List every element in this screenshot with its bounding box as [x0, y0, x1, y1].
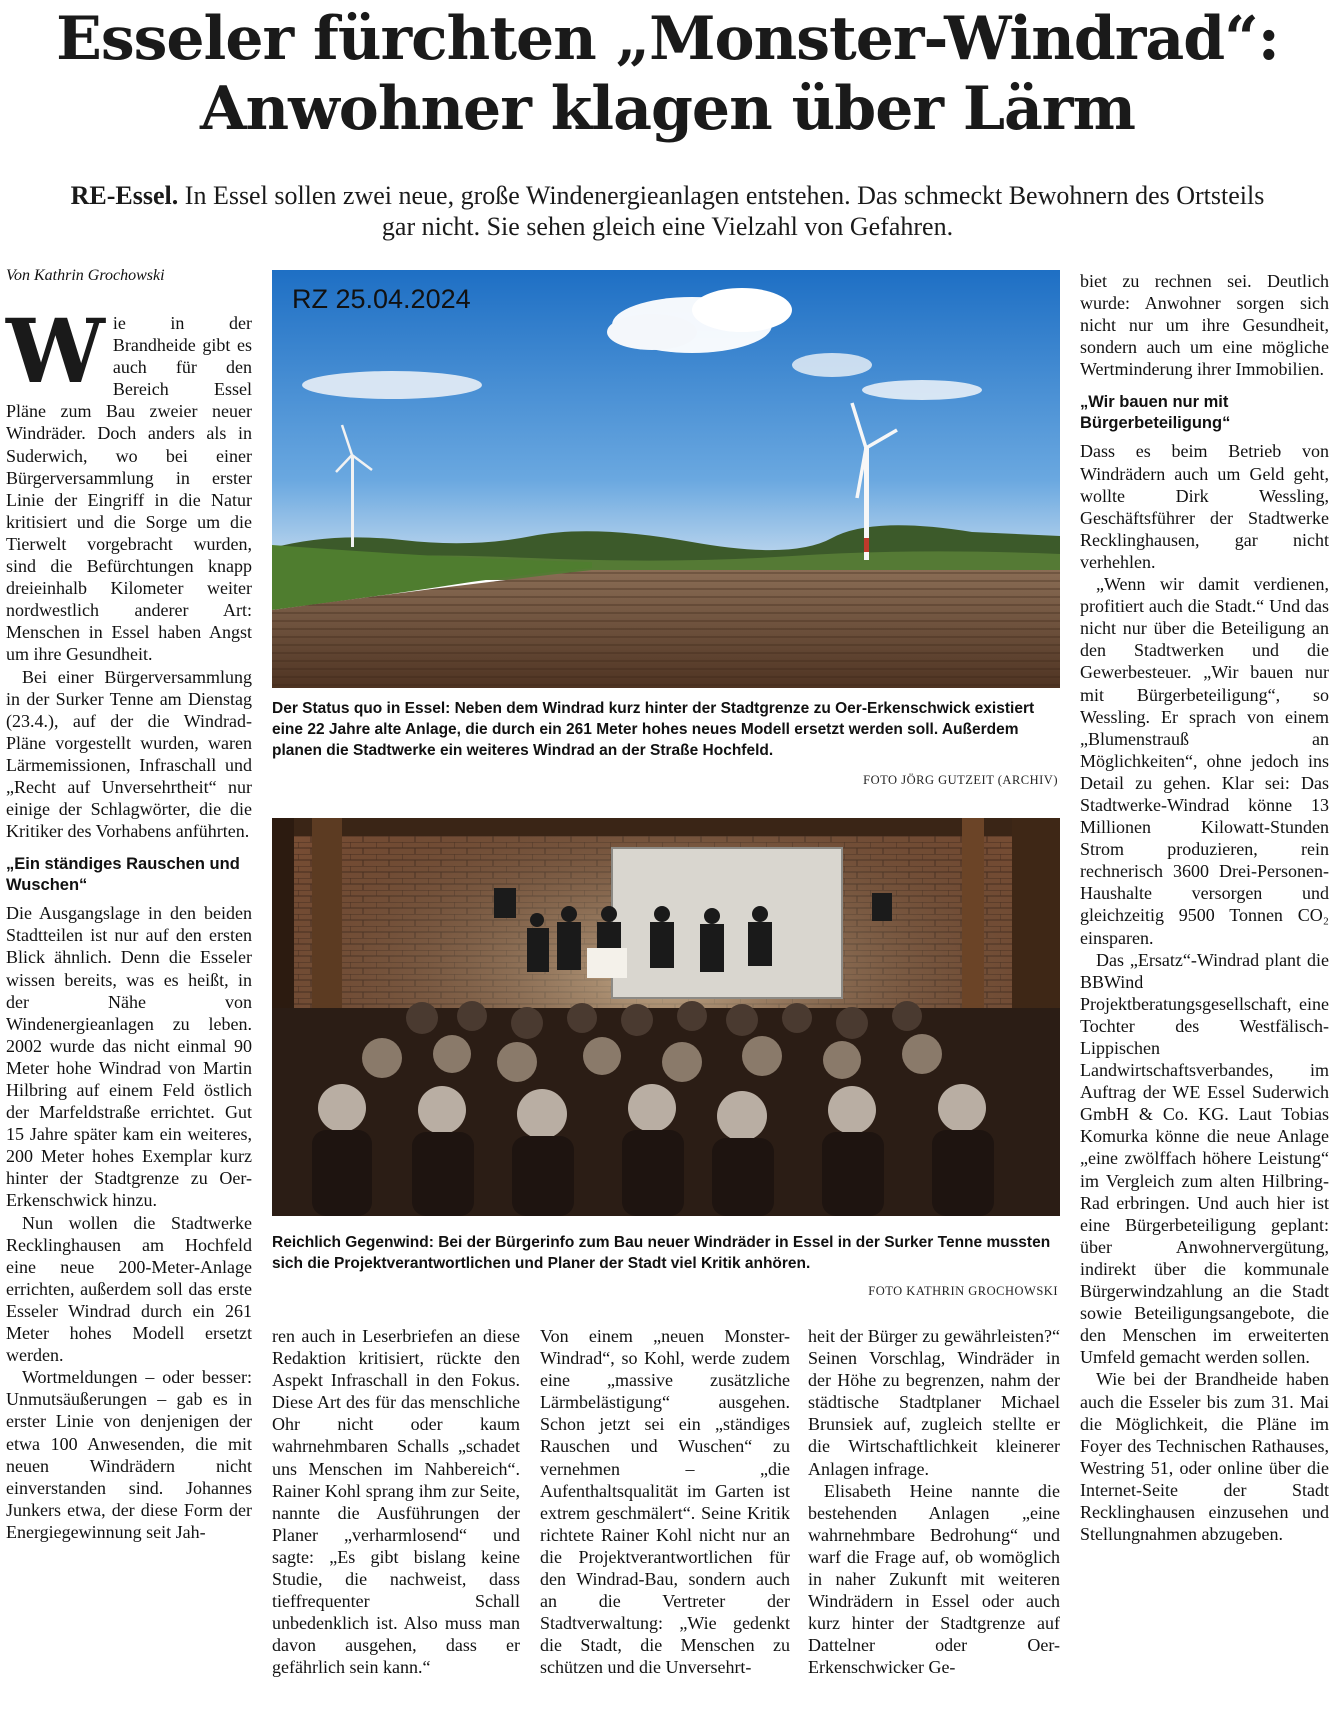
subheading: „Wir bauen nur mit Bürgerbeteiligung“: [1080, 393, 1231, 433]
headline-line-1: Esseler fürchten „Monster-Windrad“:: [56, 4, 1279, 74]
paragraph-intro: Wie in der Brandheide gibt es auch für den Bereich Essel Pläne zum Bau zweier neuer Windräder. Doch anders als in Suderwich, wo bei einer Bürgerversammlung in erster Linie der Eingriff in die Natur kritisiert und die Sorge um die Tierwelt vorgebracht wurden, sind die Befürchtungen knapp dreieinhalb Kilometer weiter nordwestlich anderer Art: Menschen in Essel haben Angst um ihre Gesundheit.: [6, 299, 252, 665]
article-column-4: [808, 1325, 1060, 1679]
meeting-hall-image: [272, 818, 1060, 1216]
photo-citizens-meeting: [272, 818, 1060, 1216]
photo-1-caption: Der Status quo in Essel: Neben dem Windrad kurz hinter der Stadtgrenze zu Oer-Erkenschwick existiert eine 22 Jahre alte Anlage, die durch ein 261 Meter hohes neues Modell ersetzt werden soll. Außerdem planen die Stadtwerke ein weiteres Windrad an der Straße Hochfeld.: [272, 700, 1035, 759]
paragraph: Dass es beim Betrieb von Windrädern auch um Geld geht, wollte Dirk Wessling, Geschäftsführer der Stadtwerke Recklinghausen, gar nicht verhehlen.: [1080, 441, 1329, 572]
byline: Von Kathrin Grochowski: [6, 267, 165, 284]
paragraph: Von einem „neuen Monster-Windrad“, so Kohl, werde zudem eine „massive zusätzliche Lärmbelästigung“ ausgehen. Schon jetzt sei ein „ständiges Rauschen und Wuschen“ zu vernehmen – „die Aufenthaltsqualität im Garten ist extrem geschmälert“. Seine Kritik richtete Rainer Kohl nicht nur an die Projektverantwortlichen für den Windrad-Bau, sondern auch an die Vertreter der Stadtverwaltung: „Wie gedenkt die Stadt, die Menschen zu schützen und die Unversehrt-: [540, 1326, 790, 1678]
paragraph: Das „Ersatz“-Windrad plant die BBWind Projektberatungsgesellschaft, eine Tochter des Westfälisch-Lippischen Landwirtschaftsverbandes, im Auftrag der WE Essel Suderwich GmbH & Co. KG. Laut Tobias Komurka könne die neue Anlage „eine zwölffach höhere Leistung“ im Vergleich zum alten Hilbring-Rad erbringen. Und auch hier ist eine Bürgerbeteiligung geplant: über Anwohnervergütung, indirekt über die kommunale Bürgerwindzahlung an die Stadt sowie Beteiligungsangebote, die den Menschen im erweiterten Umfeld gemacht werden sollen.: [1080, 949, 1329, 1368]
article-column-5: [1080, 270, 1329, 1545]
paragraph: biet zu rechnen sei. Deutlich wurde: Anwohner sorgen sich nicht nur um ihre Gesundheit, sondern auch um eine mögliche Wertminderung ihrer Immobilien.: [1080, 271, 1329, 380]
wind-turbine-landscape-image: [272, 270, 1060, 688]
paragraph: ren auch in Leserbriefen an diese Redaktion kritisiert, rückte den Aspekt Infraschall in den Fokus. Diese Art des für das menschliche Ohr nicht oder kaum wahrnehmbaren Schalls „schadet uns Menschen im Nahbereich“. Rainer Kohl sprang ihm zur Seite, nannte die Ausführungen der Planer „verharmlosend“ und sagte: „Es gibt bislang keine Studie, die nachweist, dass tieffrequenter Schall unbedenklich ist. Also muss man davon ausgehen, dass er gefährlich sein kann.“: [272, 1326, 520, 1678]
article-column-2: [272, 1325, 520, 1679]
paragraph: Wortmeldungen – oder besser: Unmutsäußerungen – gab es in erster Linie von denjenigen der etwa 100 Anwesenden, die mit neuen Windrädern nicht einverstanden sind. Johannes Junkers etwa, der diese Form der Energiegewinnung seit Jah-: [6, 1367, 252, 1542]
article-column-1: [6, 299, 252, 1543]
paragraph: Wie bei der Brandheide haben auch die Esseler bis zum 31. Mai die Möglichkeit, die Pläne im Foyer des Technischen Rathauses, Westring 51, oder online über die Internet-Seite der Stadt Recklinghausen einzusehen und Stellungnahmen abzugeben.: [1080, 1369, 1329, 1545]
date-stamp: RZ 25.04.2024: [292, 284, 471, 314]
lead-dateline: RE-Essel.: [70, 181, 179, 210]
photo-2-credit: FOTO KATHRIN GROCHOWSKI: [868, 1284, 1058, 1298]
headline-line-2: Anwohner klagen über Lärm: [199, 74, 1136, 144]
paragraph: Die Ausgangslage in den beiden Stadtteilen ist nur auf den ersten Blick ähnlich. Denn die Esseler wissen bereits, was es heißt, in der Nähe von Windenergieanlagen zu leben. 2002 wurde das nicht einmal 90 Meter hohe Windrad von Martin Hilbring auf einem Feld östlich der Marfeldstraße errichtet. Gut 15 Jahre später kam ein weiteres, 200 Meter hohes Exemplar kurz hinter der Stadtgrenze zu Oer-Erkenschwick hinzu.: [6, 903, 252, 1211]
paragraph: Bei einer Bürgerversammlung in der Surker Tenne am Dienstag (23.4.), auf der die Windrad-Pläne vorgestellt wurden, waren Lärmemissionen, Infraschall und „Recht auf Unversehrtheit“ nur einige der Schlagwörter, die die Kritiker des Vorhabens anführten.: [6, 666, 252, 842]
paragraph: „Wenn wir damit verdienen, profitiert auch die Stadt.“ Und das nicht nur über die Beteiligung an den Stadtwerken und die Gewerbesteuer. „Wir bauen nur mit Bürgerbeteiligung“, so Wessling. Er sprach von einem „Blumenstrauß an Möglichkeiten“, ohne jedoch ins Detail zu gehen. Klar sei: Das Stadtwerke-Windrad könne 13 Millionen Kilowatt-Stunden Strom produzieren, rein rechnerisch 3600 Drei-Personen-Haushalte versorgen und gleichzeitig 9500 Tonnen CO₂ einsparen.: [1080, 574, 1329, 948]
lead-paragraph: [60, 180, 1275, 242]
paragraph: Nun wollen die Stadtwerke Recklinghausen am Hochfeld eine neue 200-Meter-Anlage errichten, außerdem soll das erste Esseler Windrad durch ein 261 Meter hohes Modell ersetzt werden.: [6, 1212, 252, 1366]
photo-1-credit: FOTO JÖRG GUTZEIT (ARCHIV): [863, 773, 1058, 787]
dropcap: W: [6, 299, 105, 403]
paragraph: heit der Bürger zu gewährleisten?“ Seinen Vorschlag, Windräder in der Höhe zu begrenzen, nahm der städtische Stadtplaner Michael Brunsiek auf, zugleich stellte er die Wirtschaftlichkeit kleinerer Anlagen infrage.: [808, 1326, 1060, 1479]
paragraph: Elisabeth Heine nannte die bestehenden Anlagen „eine wahrnehmbare Bedrohung“ und warf die Frage auf, ob womöglich in naher Zukunft mit weiteren Windrädern in Essel oder auch kurz hinter der Stadtgrenze auf Dattelner oder Oer-Erkenschwicker Ge-: [808, 1480, 1060, 1678]
photo-wind-turbines: [272, 270, 1060, 688]
headline: [0, 4, 1335, 144]
article-column-3: [540, 1325, 790, 1679]
photo-2-caption: Reichlich Gegenwind: Bei der Bürgerinfo zum Bau neuer Windräder in Essel in der Surker Tenne mussten sich die Projektverantwortlichen und Planer der Stadt viel Kritik anhören.: [272, 1234, 1051, 1272]
subheading: „Ein ständiges Rauschen und Wuschen“: [6, 855, 240, 895]
lead-text: In Essel sollen zwei neue, große Windenergieanlagen entstehen. Das schmeckt Bewohnern des Ortsteils gar nicht. Sie sehen gleich eine Vielzahl von Gefahren.: [178, 181, 1265, 241]
